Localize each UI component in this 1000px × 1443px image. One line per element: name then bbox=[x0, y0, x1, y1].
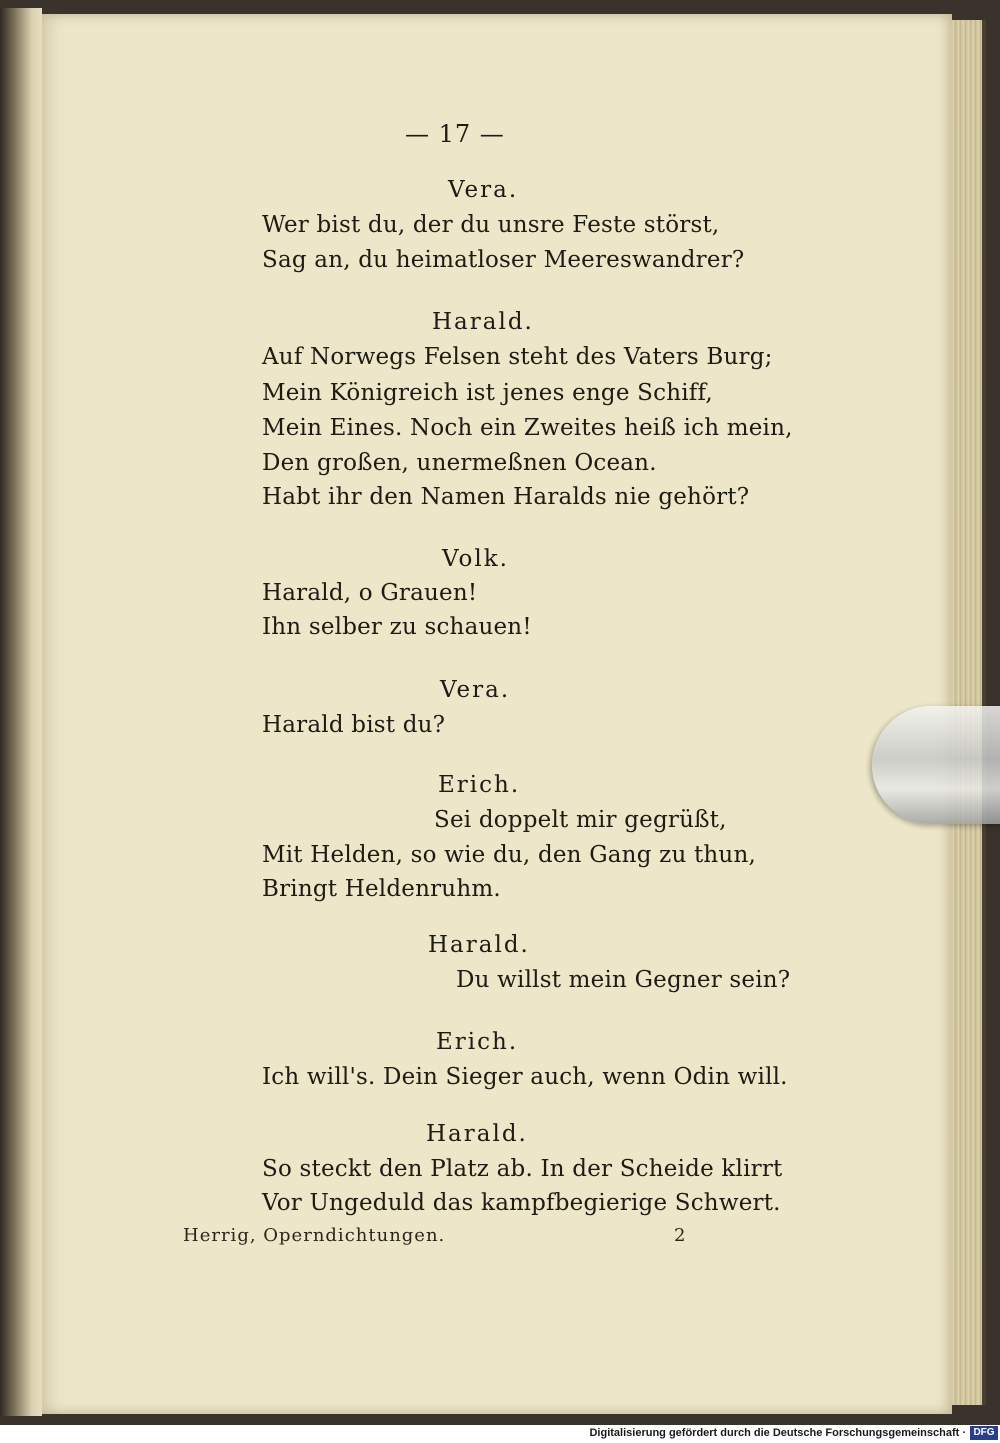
speaker-volk: Volk. bbox=[442, 546, 509, 572]
verse-line: Ihn selber zu schauen! bbox=[262, 614, 532, 640]
speaker-harald: Harald. bbox=[426, 1121, 528, 1147]
verse-line: Harald, o Grauen! bbox=[262, 580, 478, 606]
verse-line: Sag an, du heimatloser Meereswandrer? bbox=[262, 247, 745, 273]
verse-line: Den großen, unermeßnen Ocean. bbox=[262, 450, 657, 476]
verse-line: Ich will's. Dein Sieger auch, wenn Odin will. bbox=[262, 1064, 788, 1090]
speaker-harald: Harald. bbox=[432, 309, 534, 335]
verse-line: Harald bist du? bbox=[262, 712, 446, 738]
verse-line: Auf Norwegs Felsen steht des Vaters Burg; bbox=[262, 344, 773, 370]
verse-line: So steckt den Platz ab. In der Scheide klirrt bbox=[262, 1156, 783, 1182]
page-number-header: — 17 — bbox=[405, 120, 505, 148]
verse-line: Sei doppelt mir gegrüßt, bbox=[434, 807, 727, 833]
verse-line: Vor Ungeduld das kampfbegierige Schwert. bbox=[262, 1190, 781, 1216]
verse-line: Bringt Heldenruhm. bbox=[262, 876, 501, 902]
verse-line: Habt ihr den Namen Haralds nie gehört? bbox=[262, 484, 750, 510]
verse-line: Mein Königreich ist jenes enge Schiff, bbox=[262, 380, 713, 406]
page-clip bbox=[872, 706, 1000, 824]
funding-credit: Digitalisierung gefördert durch die Deutsche Forschungsgemeinschaft · bbox=[589, 1427, 966, 1439]
verse-line: Du willst mein Gegner sein? bbox=[456, 967, 791, 993]
speaker-erich: Erich. bbox=[436, 1029, 519, 1055]
speaker-vera: Vera. bbox=[440, 677, 511, 703]
footer-title: Herrig, Operndichtungen. bbox=[183, 1225, 446, 1246]
speaker-vera: Vera. bbox=[448, 177, 519, 203]
left-page-spine bbox=[0, 8, 42, 1416]
dfg-logo: DFG bbox=[970, 1426, 998, 1440]
speaker-harald: Harald. bbox=[428, 932, 530, 958]
verse-line: Mein Eines. Noch ein Zweites heiß ich mein, bbox=[262, 415, 793, 441]
footer-signature: 2 bbox=[674, 1225, 686, 1246]
verse-line: Wer bist du, der du unsre Feste störst, bbox=[262, 212, 720, 238]
speaker-erich: Erich. bbox=[438, 772, 521, 798]
verse-line: Mit Helden, so wie du, den Gang zu thun, bbox=[262, 842, 756, 868]
